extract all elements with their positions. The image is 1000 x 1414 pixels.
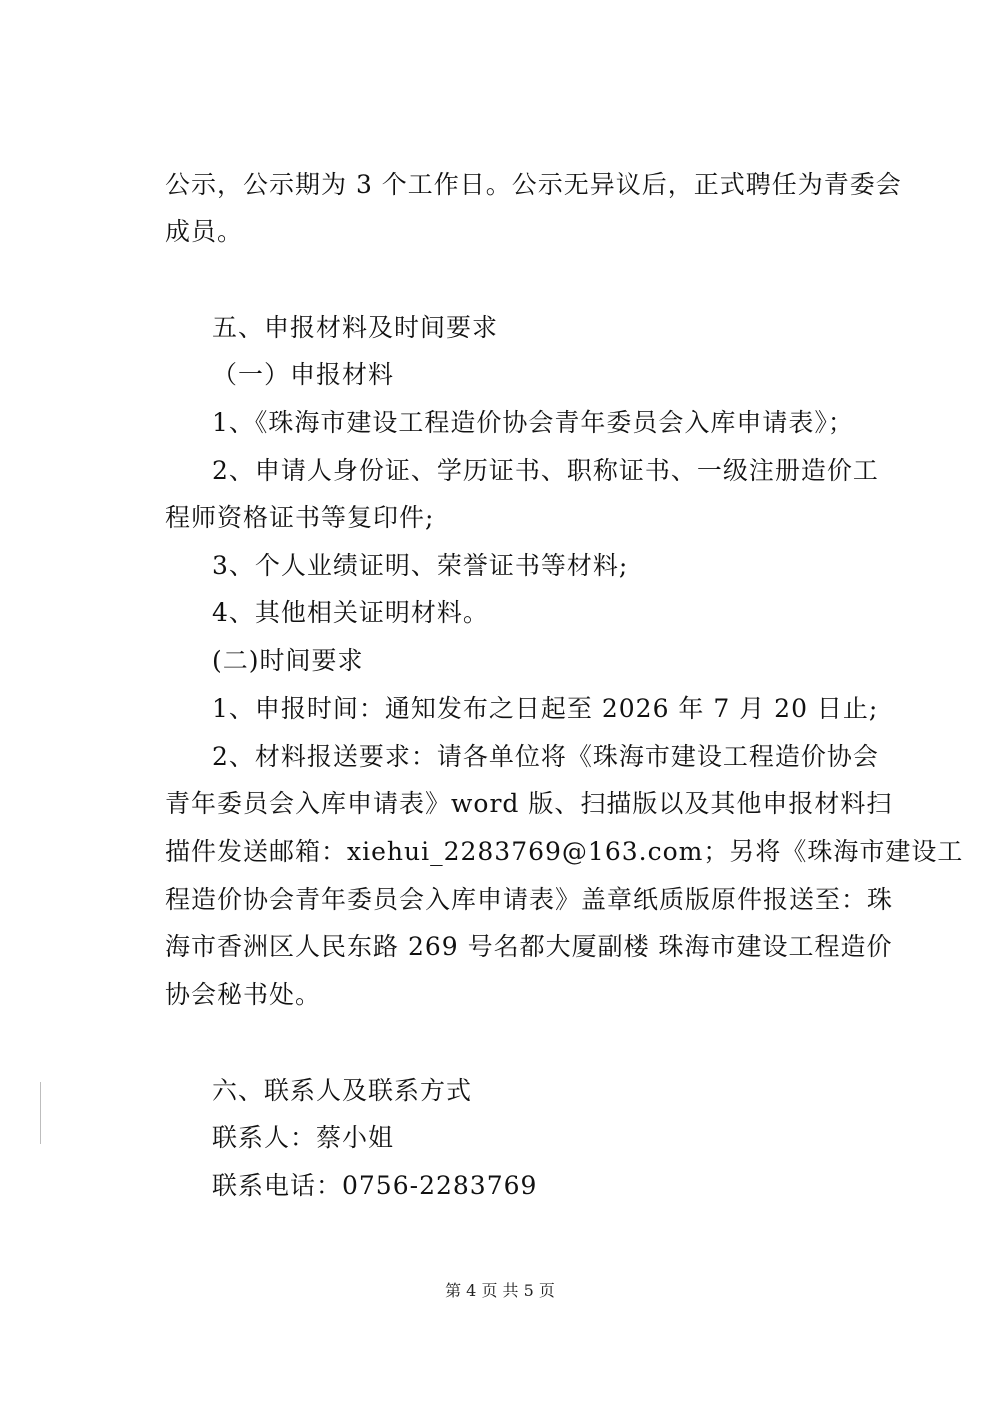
list-item-continuation: 程师资格证书等复印件;	[165, 503, 435, 532]
list-item-continuation: 程造价协会青年委员会入库申请表》盖章纸质版原件报送至：珠	[165, 885, 894, 914]
list-item: 1、《珠海市建设工程造价协会青年委员会入库申请表》；	[212, 408, 854, 437]
paragraph-line: 成员。	[165, 217, 244, 246]
section-heading: 六、联系人及联系方式	[212, 1076, 473, 1105]
contact-name: 联系人：蔡小姐	[212, 1123, 395, 1152]
page-number: 第 4 页 共 5 页	[445, 1281, 555, 1300]
list-item-continuation: 描件发送邮箱：xiehui_2283769@163.com；另将《珠海市建设工	[165, 837, 964, 866]
list-item-continuation: 协会秘书处。	[165, 980, 322, 1009]
list-item: 2、申请人身份证、学历证书、职称证书、一级注册造价工	[212, 456, 879, 485]
contact-phone: 联系电话：0756-2283769	[212, 1171, 538, 1200]
section-heading: 五、申报材料及时间要求	[212, 313, 499, 342]
list-item: 4、其他相关证明材料。	[212, 598, 489, 627]
list-item-continuation: 青年委员会入库申请表》word 版、扫描版以及其他申报材料扫	[165, 789, 893, 818]
subsection-heading: （一）申报材料	[212, 360, 395, 389]
subsection-heading: (二)时间要求	[212, 646, 364, 675]
scan-artifact-line	[40, 1082, 41, 1144]
list-item-continuation: 海市香洲区人民东路 269 号名都大厦副楼 珠海市建设工程造价	[165, 932, 893, 961]
paragraph-line: 公示，公示期为 3 个工作日。公示无异议后，正式聘任为青委会	[165, 170, 902, 199]
list-item: 2、材料报送要求：请各单位将《珠海市建设工程造价协会	[212, 742, 879, 771]
list-item: 1、申报时间：通知发布之日起至 2026 年 7 月 20 日止;	[212, 694, 879, 723]
list-item: 3、个人业绩证明、荣誉证书等材料;	[212, 551, 629, 580]
